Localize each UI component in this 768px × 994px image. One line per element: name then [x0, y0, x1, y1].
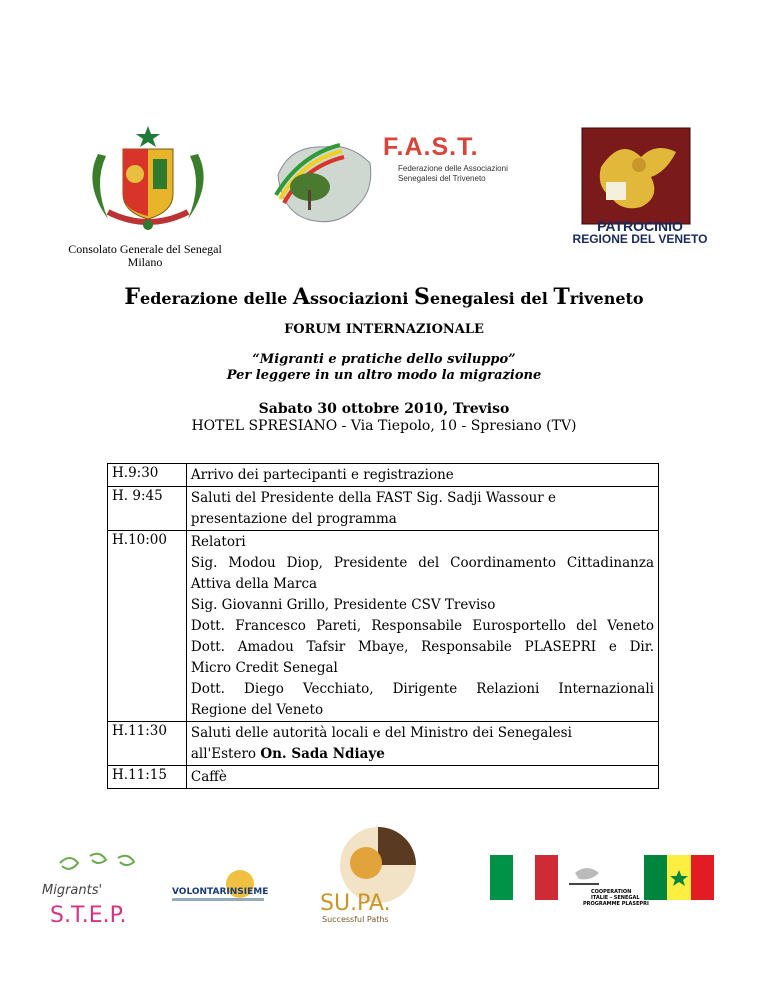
program-line: Relatori — [190, 534, 246, 550]
table-row — [108, 766, 659, 789]
veneto-lion-logo — [581, 127, 691, 225]
title-word-2: ssociazioni — [309, 289, 414, 308]
program-line: Dott. Diego Vecchiato, Dirigente Relazioni Internazionali — [190, 681, 654, 697]
title-initial-f: F — [124, 284, 141, 310]
volontarinsieme-text: VOLONTARINSIEME — [172, 887, 269, 897]
forum-heading: FORUM INTERNAZIONALE — [284, 322, 484, 337]
program-line-pre: all'Estero — [190, 746, 261, 762]
italy-flag — [490, 855, 558, 900]
program-line: Attiva della Marca — [190, 576, 318, 592]
title-word-3: enegalesi del — [429, 289, 554, 308]
title-word-4: riveneto — [569, 289, 644, 308]
coop-text-1: COOPERATION — [591, 889, 632, 895]
title-initial-a: A — [292, 284, 310, 310]
program-line: Micro Credit Senegal — [190, 660, 338, 676]
title-initial-s: S — [413, 284, 430, 310]
senegal-flag — [644, 855, 714, 900]
fast-logo-subtitle-1: Federazione delle Associazioni — [398, 164, 508, 173]
volontarinsieme-logo — [170, 864, 270, 914]
program-line: Saluti delle autorità locali e del Ministro dei Senegalesi — [190, 725, 572, 741]
supa-text: SU.PA. — [320, 891, 391, 916]
fast-logo-subtitle — [398, 164, 508, 184]
program-time: H.11:15 — [108, 766, 187, 789]
program-line: Saluti del Presidente della FAST Sig. Sadji Wassour e — [190, 490, 557, 506]
event-venue: HOTEL SPRESIANO - Via Tiepolo, 10 - Spresiano (TV) — [191, 418, 577, 434]
title-initial-t: T — [553, 284, 570, 310]
program-line — [191, 744, 654, 765]
program-time: H.11:30 — [108, 722, 187, 766]
fast-logo-subtitle-2: Senegalesi del Triveneto — [398, 174, 486, 183]
program-line: Arrivo dei partecipanti e registrazione — [190, 467, 454, 483]
program-line: Regione del Veneto — [190, 702, 324, 718]
fast-map-logo — [270, 135, 378, 230]
forum-tagline: Per leggere in un altro modo la migrazione — [226, 368, 542, 383]
forum-subtitle: “Migranti e pratiche dello sviluppo” — [252, 352, 516, 367]
program-time: H.9:30 — [108, 464, 187, 487]
federation-title — [0, 284, 768, 310]
program-line: Caffè — [190, 769, 227, 785]
table-row — [108, 722, 659, 766]
program-time: H.10:00 — [108, 531, 187, 722]
senegal-coat-of-arms-logo — [78, 124, 218, 234]
supa-successful-paths-logo — [318, 825, 438, 925]
migrants-step-logo — [40, 848, 160, 928]
supa-subtext: Successful Paths — [322, 915, 389, 924]
program-line: Sig. Giovanni Grillo, Presidente CSV Treviso — [190, 597, 496, 613]
coop-text-2: ITALIE - SENEGAL — [591, 895, 640, 901]
consulate-caption — [55, 243, 235, 269]
fast-logo-title: F.A.S.T. — [383, 133, 479, 161]
migrants-text: Migrants' — [42, 883, 103, 898]
cooperation-italie-senegal-logo — [567, 853, 649, 908]
program-line: Dott. Amadou Tafsir Mbaye, Responsabile PLASEPRI e Dir. — [190, 639, 654, 655]
regione-veneto-label: REGIONE DEL VENETO — [572, 232, 708, 246]
step-text: S.T.E.P. — [50, 903, 127, 928]
program-line: Dott. Francesco Pareti, Responsabile Eurosportello del Veneto — [190, 618, 654, 634]
program-time: H. 9:45 — [108, 487, 187, 531]
table-row — [108, 464, 659, 487]
program-event — [186, 766, 658, 789]
title-word-1: ederazione delle — [140, 289, 293, 308]
patrocinio-label: PATROCINIO — [597, 218, 683, 234]
consulate-caption-line-1: Consolato Generale del Senegal — [68, 242, 222, 256]
program-event — [186, 464, 658, 487]
program-line: Sig. Modou Diop, Presidente del Coordinamento Cittadinanza — [190, 555, 654, 571]
program-event — [186, 722, 658, 766]
table-row — [108, 487, 659, 531]
program-event — [186, 487, 658, 531]
program-table — [107, 463, 659, 789]
coop-text-3: PROGRAMME PLASEPRI — [583, 901, 649, 907]
program-event — [186, 531, 658, 722]
table-row — [108, 531, 659, 722]
event-date: Sabato 30 ottobre 2010, Treviso — [258, 401, 510, 417]
program-line: presentazione del programma — [190, 511, 397, 527]
minister-name: On. Sada Ndiaye — [260, 746, 385, 762]
consulate-caption-line-2: Milano — [127, 255, 163, 269]
